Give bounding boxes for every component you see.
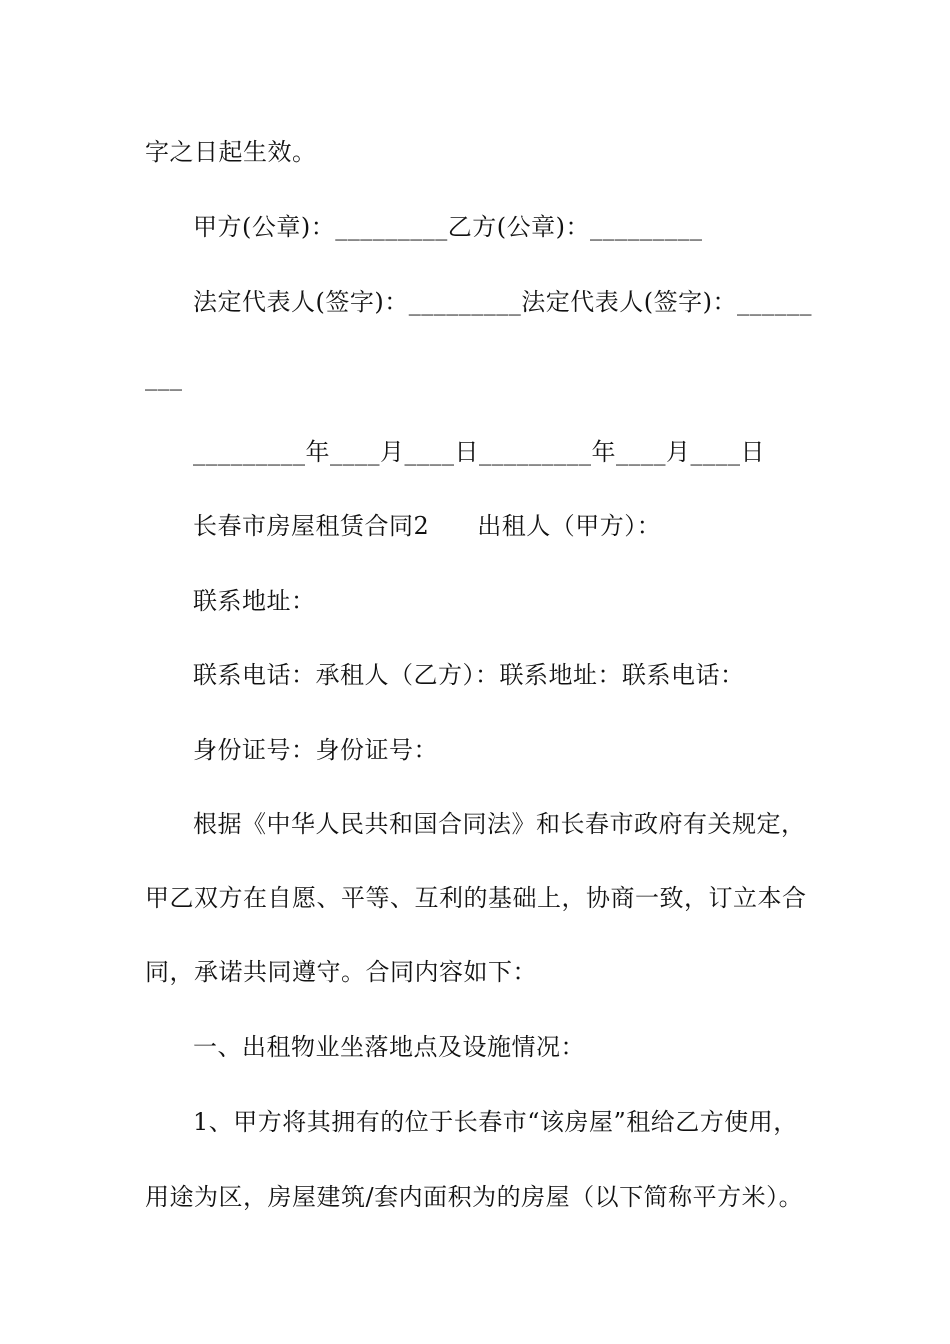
contract-title: 长春市房屋租赁合同2 (193, 512, 430, 540)
text-line: 联系地址： (193, 587, 316, 615)
text-line: 一、出租物业坐落地点及设施情况： (193, 1033, 585, 1061)
text-line: 身份证号：身份证号： (193, 736, 438, 764)
text-line (193, 511, 661, 541)
text-line: 字之日起生效。 (145, 138, 317, 166)
text-line: 甲方(公章)：_________乙方(公章)：_________ (193, 213, 703, 241)
text-line: _________年____月____日_________年____月____日 (193, 438, 765, 466)
text-line: ___ (145, 363, 183, 391)
text-line: 法定代表人(签字)：_________法定代表人(签字)：______ (193, 288, 812, 316)
text-line: 用途为区，房屋建筑/套内面积为的房屋（以下简称平方米）。 (145, 1183, 804, 1211)
text-line: 同，承诺共同遵守。合同内容如下： (145, 958, 537, 986)
text-line: 根据《中华人民共和国合同法》和长春市政府有关规定， (193, 810, 806, 838)
lessor-label: 出租人（甲方）： (477, 512, 662, 540)
text-line: 1、甲方将其拥有的位于长春市“该房屋”租给乙方使用， (193, 1108, 798, 1136)
text-line: 甲乙双方在自愿、平等、互利的基础上，协商一致，订立本合 (145, 884, 807, 912)
text-line: 联系电话：承租人（乙方）：联系地址：联系电话： (193, 661, 745, 689)
